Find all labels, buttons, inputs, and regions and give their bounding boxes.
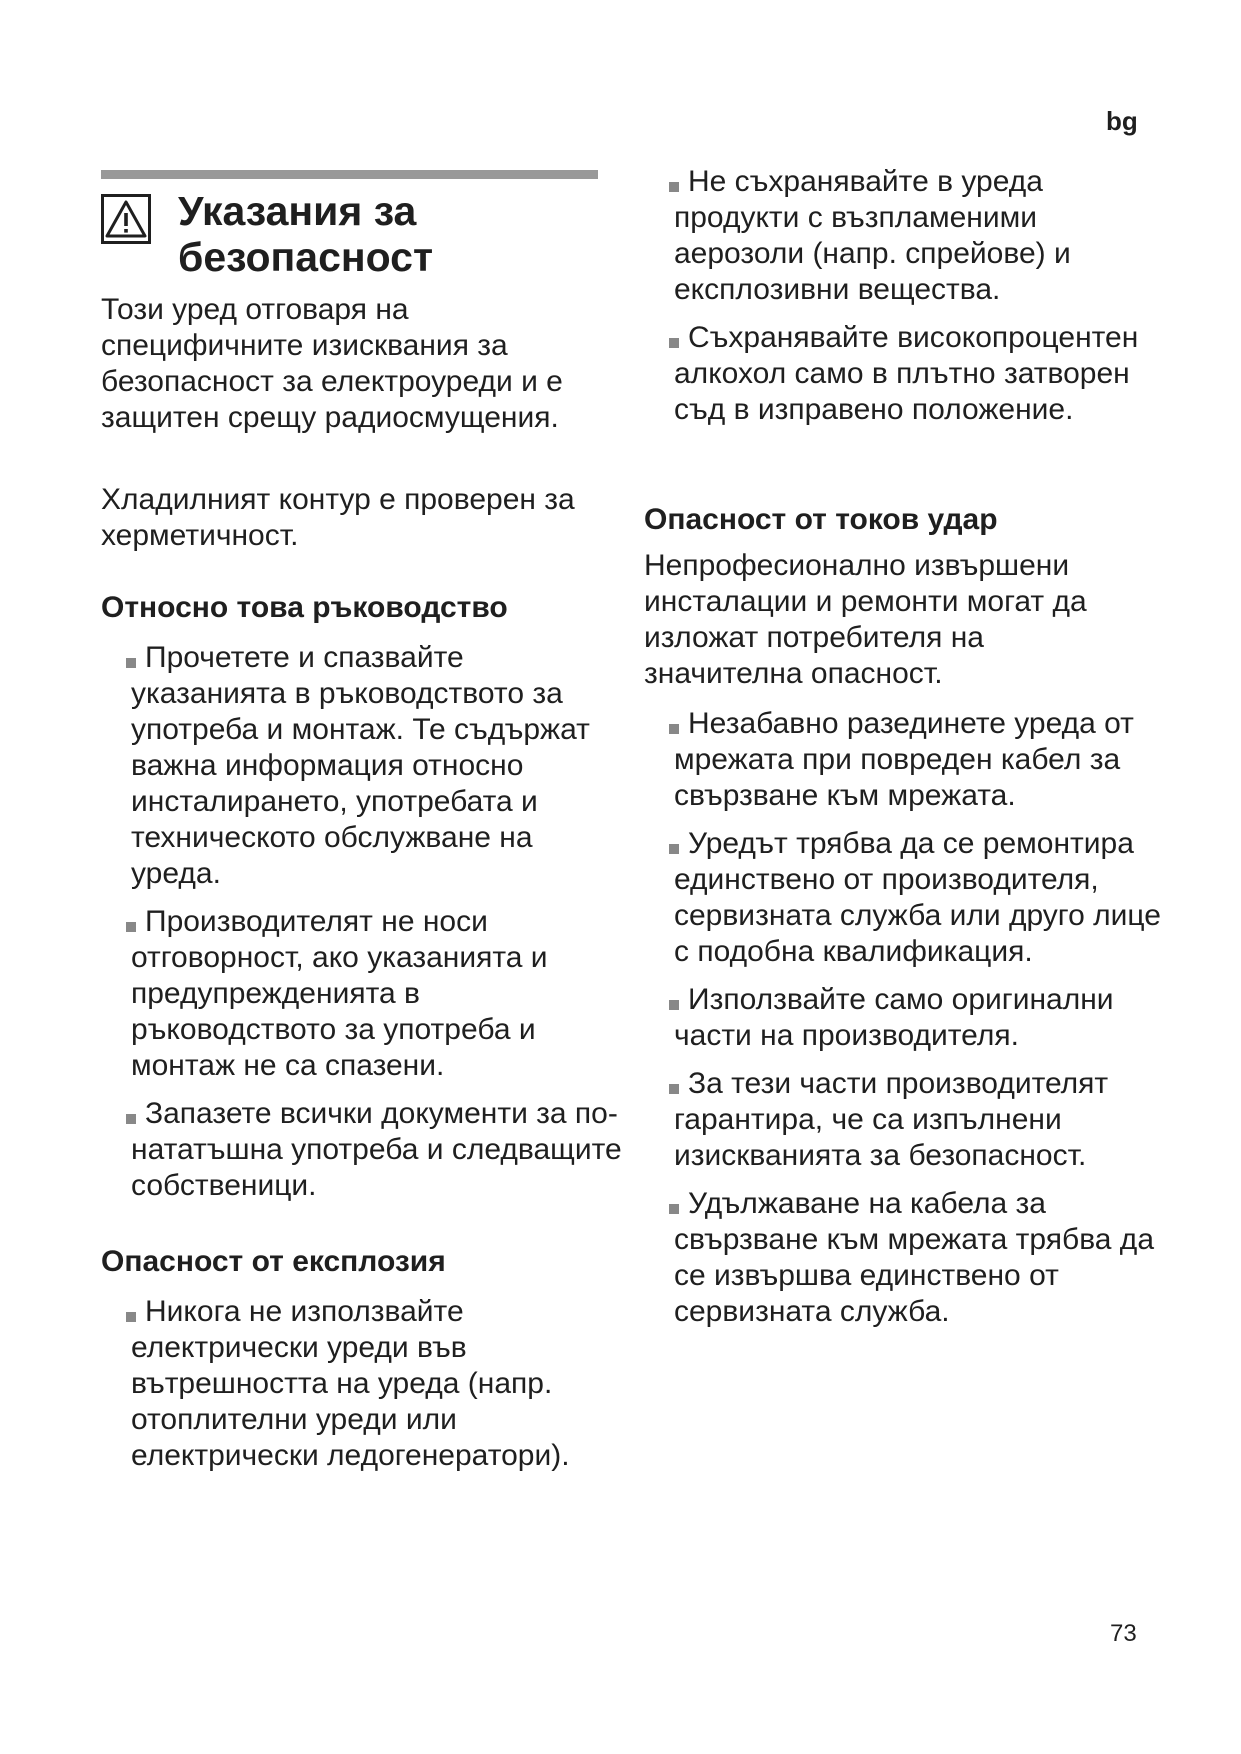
list-item-text: Никога не използвайте електрически уреди във вътрешността на уреда (напр. отоплителни уреди или електрически ледогенератори). xyxy=(131,1295,570,1472)
bullet-icon xyxy=(126,1312,136,1322)
bullet-icon xyxy=(126,922,136,932)
list-item-text: Запазете всички документи за по-нататъшна употреба и следващите собственици. xyxy=(131,1097,622,1202)
list-item-text: Съхранявайте високопроцентен алкохол само в плътно затворен съд в изправено положение. xyxy=(674,321,1139,426)
warning-icon xyxy=(101,194,151,244)
list-item xyxy=(101,904,626,1084)
page-title: Указания за безопасност xyxy=(178,188,434,280)
bullet-icon xyxy=(669,1000,679,1010)
language-label: bg xyxy=(1106,106,1138,136)
intro-paragraph-1: Този уред отговаря на специфичните изисквания за безопасност за електроуреди и е защитен срещу радиосмущения. xyxy=(101,293,563,434)
manual-list xyxy=(101,640,626,1204)
bullet-icon xyxy=(669,1204,679,1214)
list-item-text: Използвайте само оригинални части на производителя. xyxy=(674,983,1114,1052)
list-item-text: Незабавно разединете уреда от мрежата при повреден кабел за свързване към мрежата. xyxy=(674,707,1134,812)
list-item-text: За тези части производителят гарантира, че са изпълнени изискванията за безопасност. xyxy=(674,1067,1109,1172)
bullet-icon xyxy=(669,182,679,192)
list-item-text: Прочетете и спазвайте указанията в ръководството за употреба и монтаж. Те съдържат важна информация относно инсталирането, употребата и техническото обслужване на уреда. xyxy=(131,641,590,890)
electric-intro: Непрофесионално извършени инсталации и ремонти могат да изложат потребителя на значителна опасност. xyxy=(644,549,1087,690)
section-heading-explosion: Опасност от експлозия xyxy=(101,1245,446,1278)
bullet-icon xyxy=(669,1084,679,1094)
list-item xyxy=(644,706,1164,814)
list-item xyxy=(644,826,1164,970)
list-item-text: Не съхранявайте в уреда продукти с възпламеними аерозоли (напр. спрейове) и експлозивни вещества. xyxy=(674,165,1071,306)
bullet-icon xyxy=(669,724,679,734)
list-item xyxy=(101,1294,626,1474)
bullet-icon xyxy=(669,844,679,854)
explosion-list-right xyxy=(644,164,1164,428)
list-item xyxy=(644,982,1164,1054)
list-item xyxy=(101,640,626,892)
section-heading-manual: Относно това ръководство xyxy=(101,591,508,624)
list-item-text: Производителят не носи отговорност, ако указанията и предупрежденията в ръководството за употреба и монтаж не са спазени. xyxy=(131,905,548,1082)
intro-paragraph-2: Хладилният контур е проверен за херметичност. xyxy=(101,483,575,552)
bullet-icon xyxy=(126,1114,136,1124)
page-number: 73 xyxy=(1110,1620,1137,1647)
list-item xyxy=(101,1096,626,1204)
list-item-text: Уредът трябва да се ремонтира единствено от производителя, сервизната служба или друго лице с подобна квалификация. xyxy=(674,827,1161,968)
list-item xyxy=(644,164,1164,308)
bullet-icon xyxy=(126,658,136,668)
explosion-list-left xyxy=(101,1294,626,1474)
section-heading-electric: Опасност от токов удар xyxy=(644,503,998,536)
electric-list xyxy=(644,706,1164,1330)
bullet-icon xyxy=(669,338,679,348)
list-item-text: Удължаване на кабела за свързване към мрежата трябва да се извършва единствено от сервизната служба. xyxy=(674,1187,1154,1328)
list-item xyxy=(644,1186,1164,1330)
section-divider xyxy=(101,170,598,179)
title-block xyxy=(101,188,621,280)
list-item xyxy=(644,320,1164,428)
list-item xyxy=(644,1066,1164,1174)
